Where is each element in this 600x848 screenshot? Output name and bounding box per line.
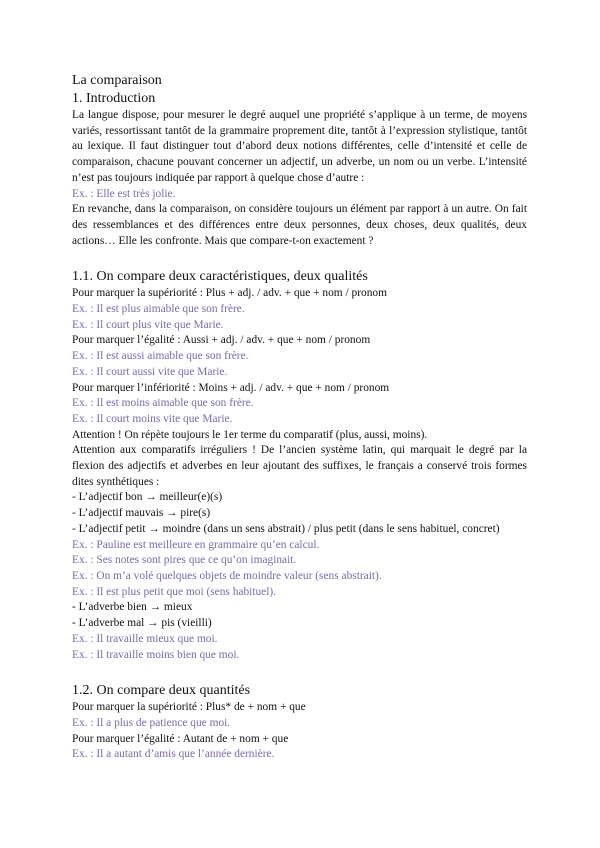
attention-note: Attention ! On répète toujours le 1er terme du comparatif (plus, aussi, moins). <box>72 428 428 441</box>
example-line: Ex. : Il est aussi aimable que son frère. <box>72 350 249 363</box>
example-line: Ex. : Il a plus de patience que moi. <box>72 716 231 729</box>
example-line: Ex. : Il est plus aimable que son frère. <box>72 303 245 316</box>
example-line: Ex. : Il travaille moins bien que moi. <box>72 648 240 661</box>
section-heading-introduction: 1. Introduction <box>72 91 156 106</box>
rule-equality-quantity: Pour marquer l’égalité : Autant de + nom + que <box>72 732 289 745</box>
irregular-item: - L’adjectif petit → moindre (dans un sens abstrait) / plus petit (dans le sens habituel, concret) <box>72 522 500 535</box>
example-line: Ex. : Elle est très jolie. <box>72 187 176 200</box>
irregular-item: - L’adjectif mauvais → pire(s) <box>72 507 211 520</box>
section-heading-qualities: 1.1. On compare deux caractéristiques, deux qualités <box>72 269 368 285</box>
intro-paragraph: La langue dispose, pour mesurer le degré auquel une propriété s’applique à un terme, de moyens variés, ressortissant tantôt de la grammaire proprement dite, tantôt à l’expression stylistique, tantôt au lexique. Il faut distinguer tout d’abord deux notions différentes, celle d’intensité et celle de comparaison, chacune pouvant concerner un adjectif, un adverbe, un nom ou un verbe. L’intensité n’est pas toujours indiquée par rapport à quelque chose d’autre : <box>72 109 527 184</box>
example-line: Ex. : On m’a volé quelques objets de moindre valeur (sens abstrait). <box>72 569 382 582</box>
example-line: Ex. : Il court aussi vite que Marie. <box>72 365 228 378</box>
example-line: Ex. : Il a autant d’amis que l’année dernière. <box>72 748 275 761</box>
document-content <box>72 72 527 763</box>
document-title: La comparaison <box>72 73 162 88</box>
example-line: Ex. : Il court plus vite que Marie. <box>72 318 224 331</box>
rule-equality: Pour marquer l’égalité : Aussi + adj. / adv. + que + nom / pronom <box>72 334 371 347</box>
irregular-adverb: - L’adverbe bien → mieux <box>72 601 193 614</box>
rule-superiority: Pour marquer la supériorité : Plus + adj. / adv. + que + nom / pronom <box>72 287 387 300</box>
example-line: Ex. : Il court moins vite que Marie. <box>72 412 233 425</box>
rule-superiority-quantity: Pour marquer la supériorité : Plus* de + nom + que <box>72 701 306 714</box>
section-heading-quantities: 1.2. On compare deux quantités <box>72 683 251 699</box>
example-line: Ex. : Ses notes sont pires que ce qu’on imaginait. <box>72 554 297 567</box>
comparison-paragraph: En revanche, dans la comparaison, on considère toujours un élément par rapport à un autre. On fait des ressemblances et des différences entre deux personnes, deux choses, deux qualités, deux actions… Elle les confronte. Mais que compare-t-on exactement ? <box>72 203 527 247</box>
irregular-adverb: - L’adverbe mal → pis (vieilli) <box>72 617 212 630</box>
example-line: Ex. : Il travaille mieux que moi. <box>72 632 218 645</box>
example-line: Ex. : Pauline est meilleure en grammaire qu’en calcul. <box>72 538 320 551</box>
attention-irregular: Attention aux comparatifs irréguliers ! De l’ancien système latin, qui marquait le degré par la flexion des adjectifs et adverbes en leur ajoutant des suffixes, le français a conservé trois formes dites synthétiques : <box>72 444 527 488</box>
irregular-item: - L’adjectif bon → meilleur(e)(s) <box>72 491 223 504</box>
rule-inferiority: Pour marquer l’infériorité : Moins + adj. / adv. + que + nom / pronom <box>72 381 390 394</box>
example-line: Ex. : Il est moins aimable que son frère. <box>72 397 254 410</box>
example-line: Ex. : Il est plus petit que moi (sens habituel). <box>72 585 277 598</box>
